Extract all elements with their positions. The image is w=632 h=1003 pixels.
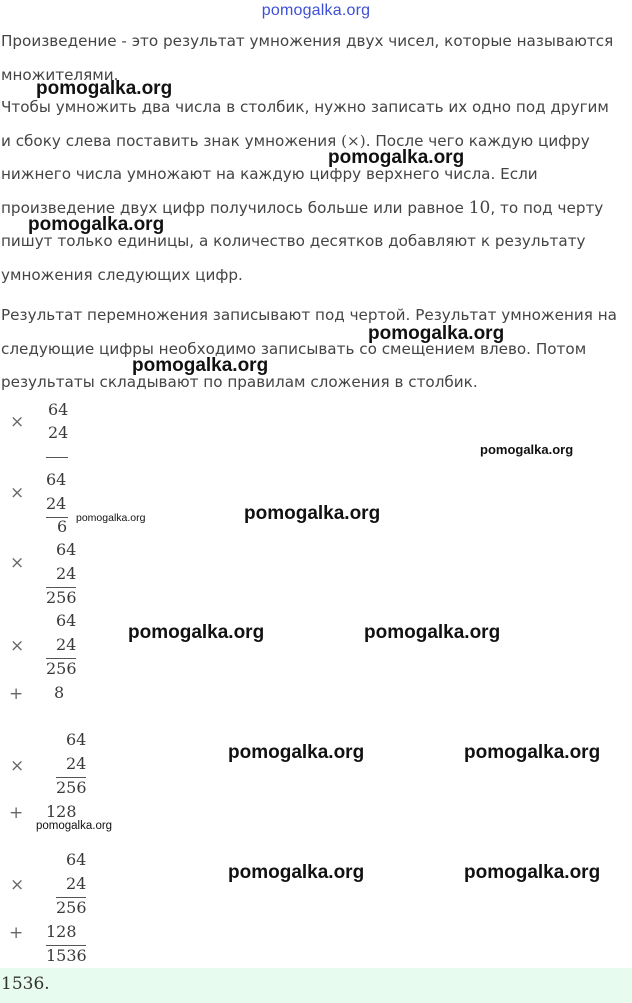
partial-product-1: 256 bbox=[46, 588, 77, 607]
watermark: pomogalka.org bbox=[464, 862, 601, 883]
site-header bbox=[0, 0, 632, 20]
times-sign: × bbox=[10, 875, 25, 895]
result-paragraph: Результат перемножения записывают под чертой. Результат умножения на следующие цифры необходимо записывать со смещением влево. Потом результаты складывают по правилам сложения в столбик. bbox=[1, 306, 617, 391]
underline-bar bbox=[46, 457, 68, 458]
final-sum: 1536 bbox=[46, 946, 87, 965]
answer-box bbox=[0, 968, 632, 1003]
times-sign: × bbox=[10, 412, 25, 432]
times-sign: × bbox=[10, 553, 25, 573]
top-factor: 64 bbox=[46, 470, 67, 489]
watermark: pomogalka.org bbox=[228, 742, 365, 763]
plus-sign: + bbox=[9, 923, 24, 943]
multiplication-step-6 bbox=[0, 849, 120, 969]
bottom-factor: 24 bbox=[48, 423, 69, 442]
partial-product-1: 256 bbox=[56, 778, 87, 797]
partial-product-2: 128 bbox=[46, 802, 77, 821]
watermark: pomogalka.org bbox=[328, 147, 465, 168]
multiplication-step-4 bbox=[0, 610, 120, 710]
method-text-1: Чтобы умножить два числа в столбик, нужно записать их одно под другим и сбоку слева поставить знак умножения bbox=[1, 98, 609, 150]
multiplication-sign-inline: (×) bbox=[341, 131, 366, 150]
watermark: pomogalka.org bbox=[368, 323, 505, 344]
plus-sign: + bbox=[9, 803, 24, 823]
watermark: pomogalka.org bbox=[76, 512, 146, 524]
top-factor: 64 bbox=[48, 400, 69, 419]
multiplication-step-3 bbox=[0, 539, 120, 611]
watermark: pomogalka.org bbox=[364, 622, 501, 643]
site-name[interactable]: pomogalka.org bbox=[261, 2, 371, 19]
bottom-factor: 24 bbox=[66, 754, 87, 773]
watermark: pomogalka.org bbox=[228, 862, 365, 883]
bottom-factor: 24 bbox=[46, 494, 67, 513]
bottom-factor: 24 bbox=[56, 564, 77, 583]
top-factor: 64 bbox=[66, 850, 87, 869]
partial-product-1: 6 bbox=[57, 517, 68, 536]
multiplication-step-1 bbox=[0, 398, 120, 466]
method-paragraph bbox=[1, 91, 621, 292]
watermark: pomogalka.org bbox=[244, 503, 381, 524]
partial-product-1: 256 bbox=[46, 659, 77, 678]
watermark: pomogalka.org bbox=[464, 742, 601, 763]
number-ten: 10 bbox=[468, 197, 491, 218]
method-text-2: . После чего каждую цифру нижнего числа умножают на каждую цифру верхнего числа. Если произведение двух цифр получилось больше или равное bbox=[1, 131, 590, 217]
bottom-factor: 24 bbox=[66, 874, 87, 893]
watermark: pomogalka.org bbox=[36, 78, 173, 99]
top-factor: 64 bbox=[56, 540, 77, 559]
partial-product-2: 8 bbox=[54, 683, 65, 702]
partial-product-2: 128 bbox=[46, 922, 77, 941]
multiplication-step-2 bbox=[0, 468, 120, 538]
method-text-3: , то под черту пишут только единицы, а количество десятков добавляют к результату умножения следующих цифр. bbox=[1, 198, 604, 284]
top-factor: 64 bbox=[66, 730, 87, 749]
top-factor: 64 bbox=[56, 611, 77, 630]
bottom-factor: 24 bbox=[56, 635, 77, 654]
plus-sign: + bbox=[9, 684, 24, 704]
times-sign: × bbox=[10, 756, 25, 776]
watermark: pomogalka.org bbox=[36, 820, 113, 832]
watermark: pomogalka.org bbox=[28, 214, 165, 235]
definition-paragraph: Произведение - это результат умножения двух чисел, которые называются множителями. bbox=[1, 32, 614, 84]
answer-value: 1536. bbox=[1, 974, 50, 994]
watermark: pomogalka.org bbox=[132, 355, 269, 376]
watermark: pomogalka.org bbox=[128, 622, 265, 643]
multiplication-step-5 bbox=[0, 729, 120, 829]
times-sign: × bbox=[10, 636, 25, 656]
times-sign: × bbox=[10, 483, 25, 503]
partial-product-1: 256 bbox=[56, 898, 87, 917]
watermark: pomogalka.org bbox=[480, 442, 574, 457]
